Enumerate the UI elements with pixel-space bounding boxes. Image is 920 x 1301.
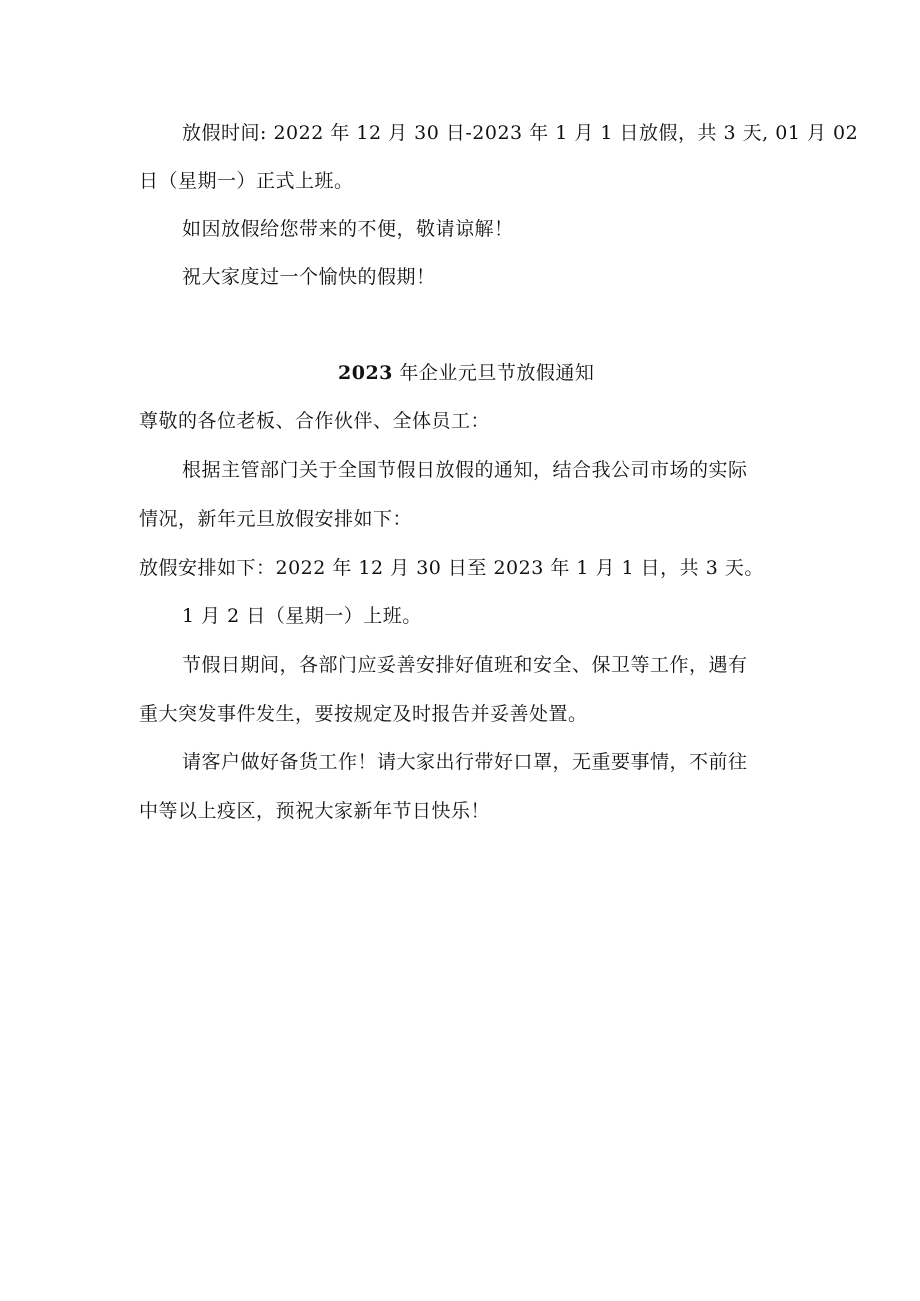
intro-line-1: 根据主管部门关于全国节假日放假的通知，结合我公司市场的实际 [182, 459, 748, 481]
holiday-time-line-2: 日（星期一）正式上班。 [139, 170, 354, 192]
closing-line-1: 请客户做好备货工作！请大家出行带好口罩，无重要事情，不前往 [182, 751, 748, 773]
notice-title [338, 364, 594, 383]
wish-paragraph: 祝大家度过一个愉快的假期！ [182, 266, 436, 288]
schedule-line: 放假安排如下：2022 年 12 月 30 日至 2023 年 1 月 1 日，共 3 天。 [139, 557, 764, 579]
notice-title-year: 2023 [338, 362, 393, 384]
holiday-time-line-1: 放假时间: 2022 年 12 月 30 日-2023 年 1 月 1 日放假，共 3 天, 01 月 02 [182, 122, 859, 144]
duty-line-2: 重大突发事件发生，要按规定及时报告并妥善处置。 [139, 703, 588, 725]
apology-paragraph: 如因放假给您带来的不便，敬请谅解！ [182, 218, 514, 240]
notice-title-text: 年企业元旦节放假通知 [392, 362, 595, 384]
resume-work-line: 1 月 2 日（星期一）上班。 [182, 605, 422, 627]
salutation: 尊敬的各位老板、合作伙伴、全体员工： [139, 410, 491, 432]
closing-line-2: 中等以上疫区，预祝大家新年节日快乐！ [139, 800, 491, 822]
duty-line-1: 节假日期间，各部门应妥善安排好值班和安全、保卫等工作，遇有 [182, 654, 748, 676]
intro-line-2: 情况，新年元旦放假安排如下： [139, 508, 413, 530]
